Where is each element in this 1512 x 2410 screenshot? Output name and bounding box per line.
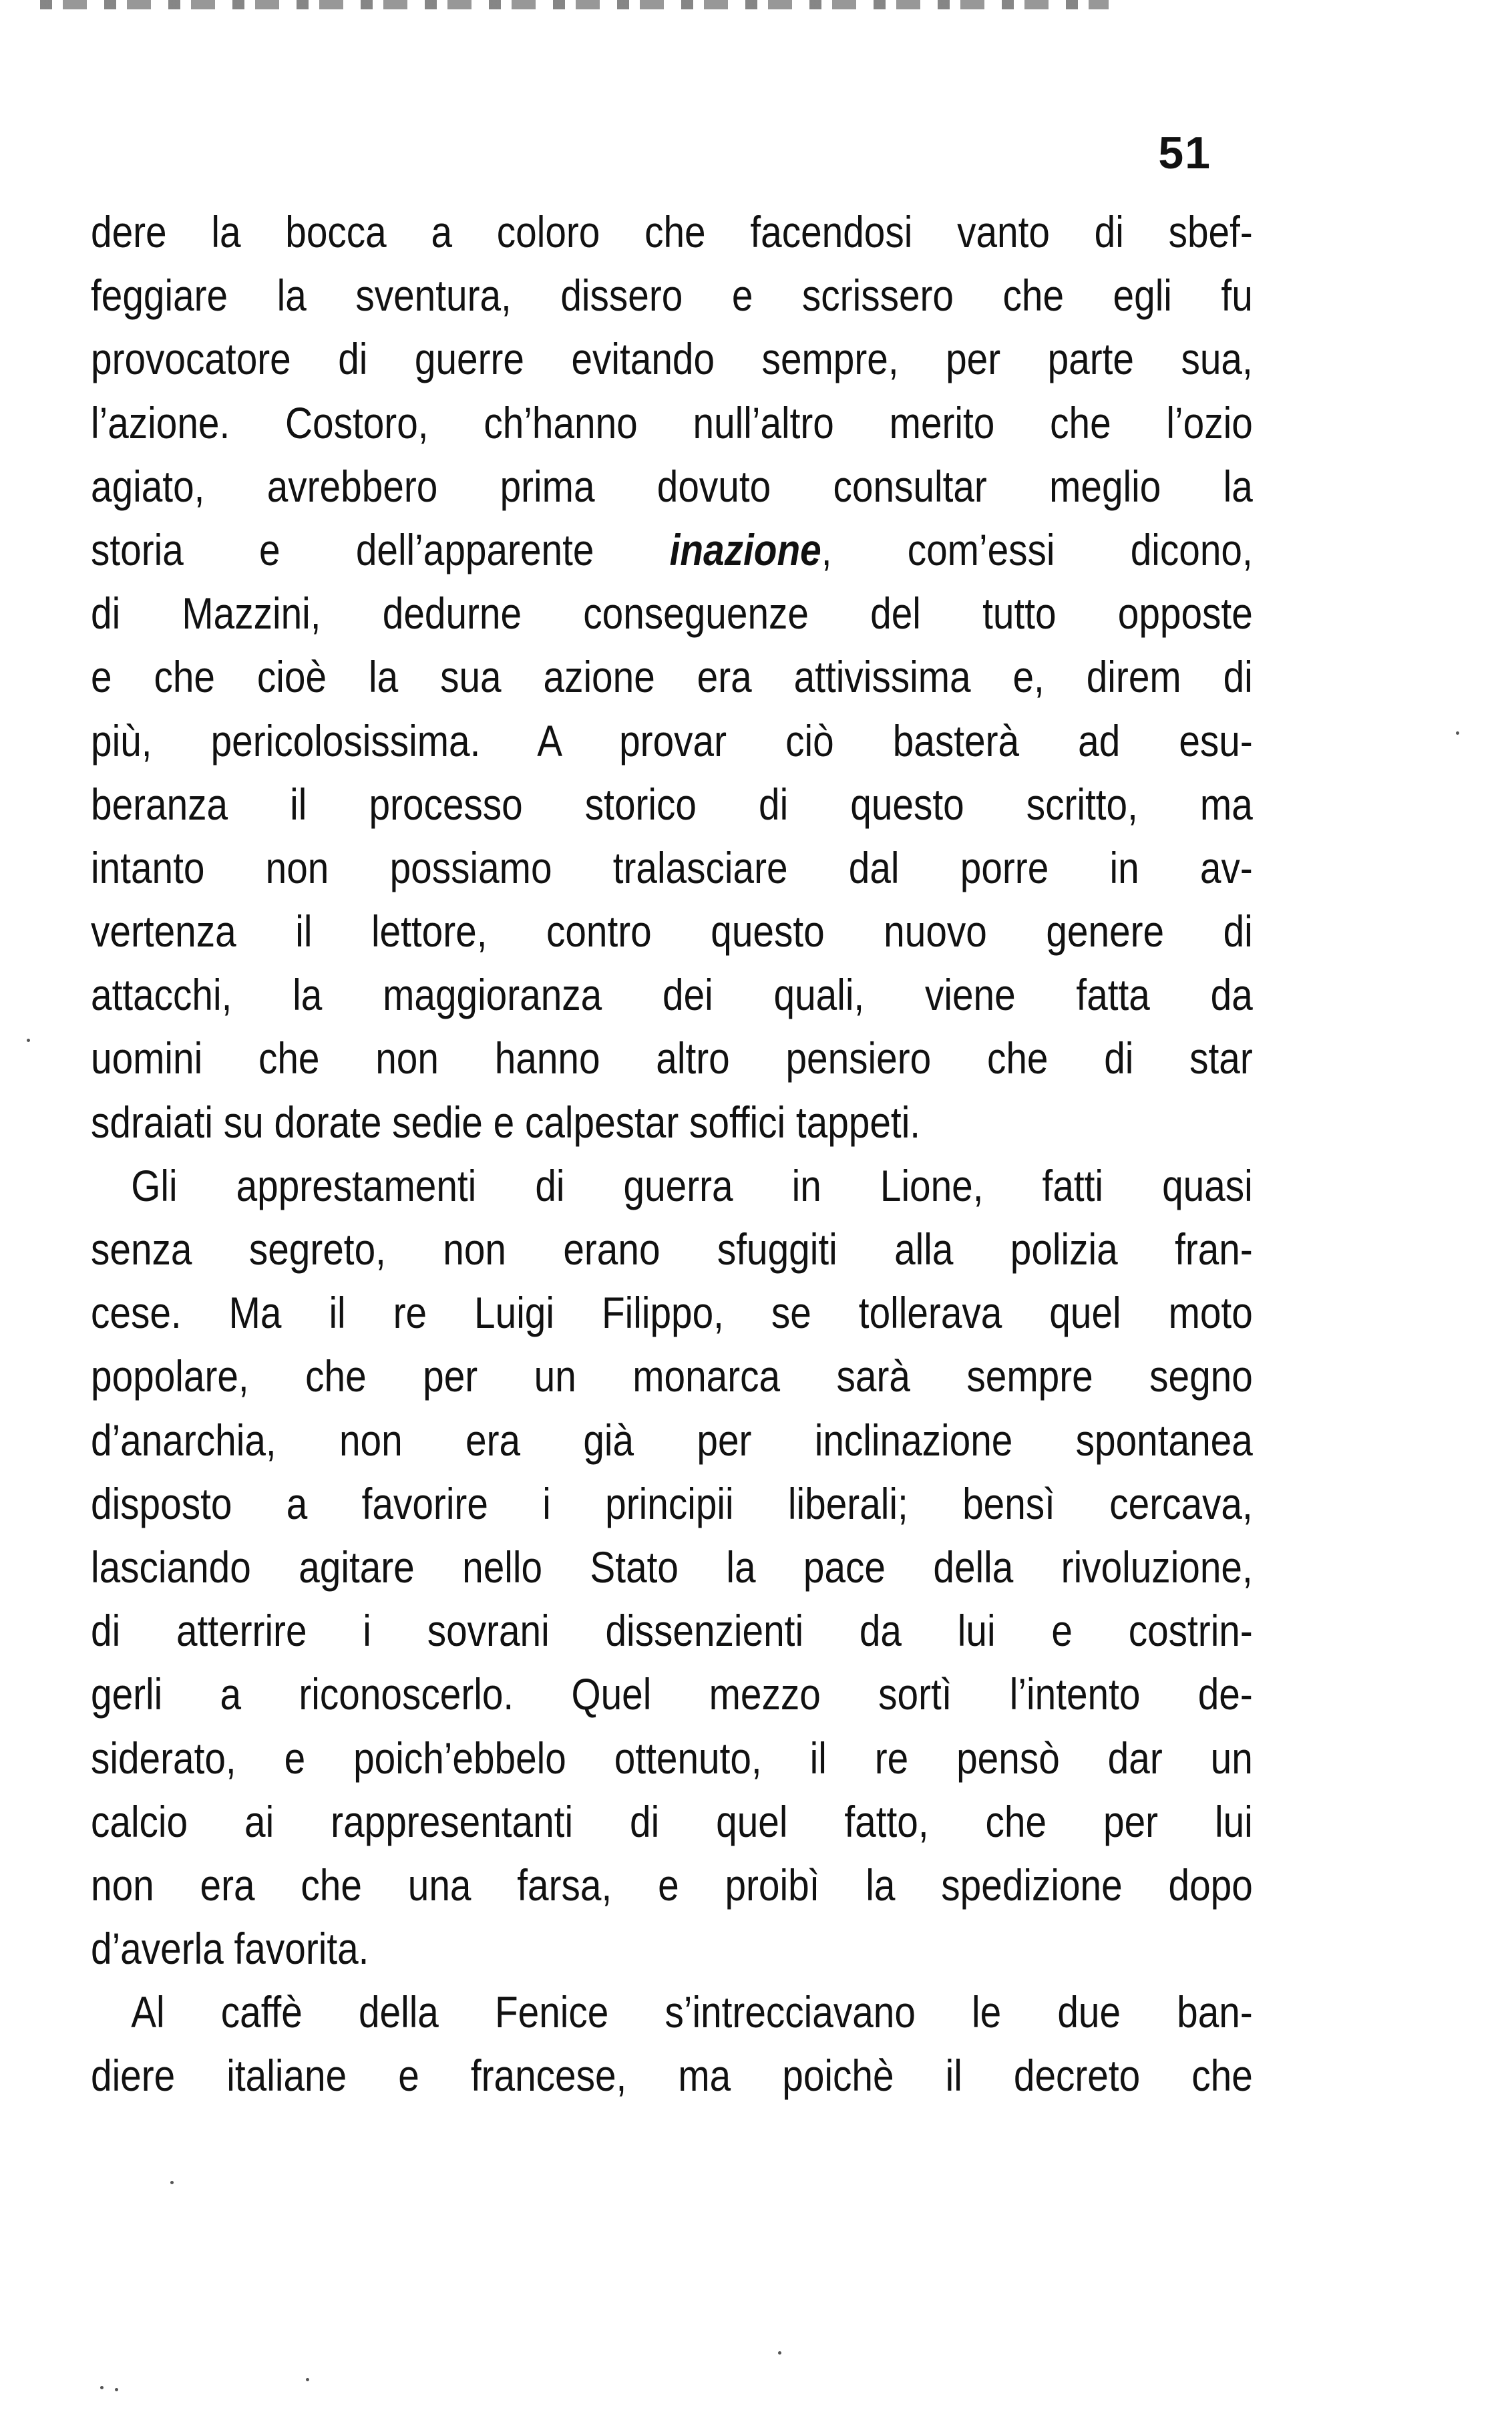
text-line: cese. Ma il re Luigi Filippo, se tollerava quel moto [91, 1288, 1253, 1338]
text-line: siderato, e poich’ebbelo ottenuto, il re pensò dar un [91, 1733, 1253, 1783]
text-line: Gli apprestamenti di guerra in Lione, fatti quasi [131, 1160, 1253, 1210]
text-line: popolare, che per un monarca sarà sempre segno [91, 1351, 1253, 1401]
text-line [91, 518, 1253, 582]
text-line: attacchi, la maggioranza dei quali, viene fatta da [91, 970, 1253, 1020]
body-text [91, 200, 1253, 2108]
scan-speck [778, 2351, 781, 2355]
text-line: calcio ai rappresentanti di quel fatto, che per lui [91, 1796, 1253, 1846]
text-line: agiato, avrebbero prima dovuto consultar meglio la [91, 461, 1253, 511]
page-number: 51 [1158, 128, 1211, 178]
text-line: di atterrire i sovrani dissenzienti da lui e costrin- [91, 1606, 1253, 1656]
scan-speck [306, 2378, 309, 2381]
scan-speck [1456, 731, 1459, 735]
text-line: senza segreto, non erano sfuggiti alla polizia fran- [91, 1224, 1253, 1274]
text-line: lasciando agitare nello Stato la pace della rivoluzione, [91, 1542, 1253, 1592]
emphasis-word: inazione [669, 524, 821, 574]
text-line: d’anarchia, non era già per inclinazione spontanea [91, 1415, 1253, 1465]
text-line: di Mazzini, dedurne conseguenze del tutto opposte [91, 588, 1253, 639]
text-line: e che cioè la sua azione era attivissima e, direm di [91, 652, 1253, 702]
text-line: sdraiati su dorate sedie e calpestar soffici tappeti. [91, 1097, 921, 1147]
text-segment: , com’essi dicono, [821, 524, 1253, 574]
text-line: Al caffè della Fenice s’intrecciavano le due ban- [131, 1987, 1253, 2037]
text-line: uomini che non hanno altro pensiero che di star [91, 1033, 1253, 1083]
text-line: beranza il processo storico di questo scritto, ma [91, 779, 1253, 829]
text-line: dere la bocca a coloro che facendosi vanto di sbef- [91, 207, 1253, 256]
text-line: feggiare la sventura, dissero e scrissero che egli fu [91, 271, 1253, 321]
scan-speck [115, 2388, 118, 2391]
text-line: più, pericolosissima. A provar ciò basterà ad esu- [91, 715, 1253, 765]
scan-speck [170, 2181, 174, 2184]
text-line: gerli a riconoscerlo. Quel mezzo sortì l’intento de- [91, 1669, 1253, 1719]
text-line: provocatore di guerre evitando sempre, per parte sua, [91, 334, 1253, 384]
text-line: non era che una farsa, e proibì la spedizione dopo [91, 1860, 1253, 1910]
text-line: d’averla favorita. [91, 1924, 369, 1974]
text-line: l’azione. Costoro, ch’hanno null’altro merito che l’ozio [91, 397, 1253, 448]
text-line: vertenza il lettore, contro questo nuovo genere di [91, 906, 1253, 957]
text-line: disposto a favorire i principii liberali; bensì cercava, [91, 1478, 1253, 1528]
scan-speck [27, 1039, 30, 1042]
scan-edge-artifact [40, 0, 1109, 9]
text-segment: storia e dell’apparente [91, 524, 670, 574]
text-line: diere italiane e francese, ma poichè il decreto che [91, 2051, 1253, 2101]
scan-speck [100, 2386, 104, 2389]
text-line: intanto non possiamo tralasciare dal porre in av- [91, 842, 1253, 892]
